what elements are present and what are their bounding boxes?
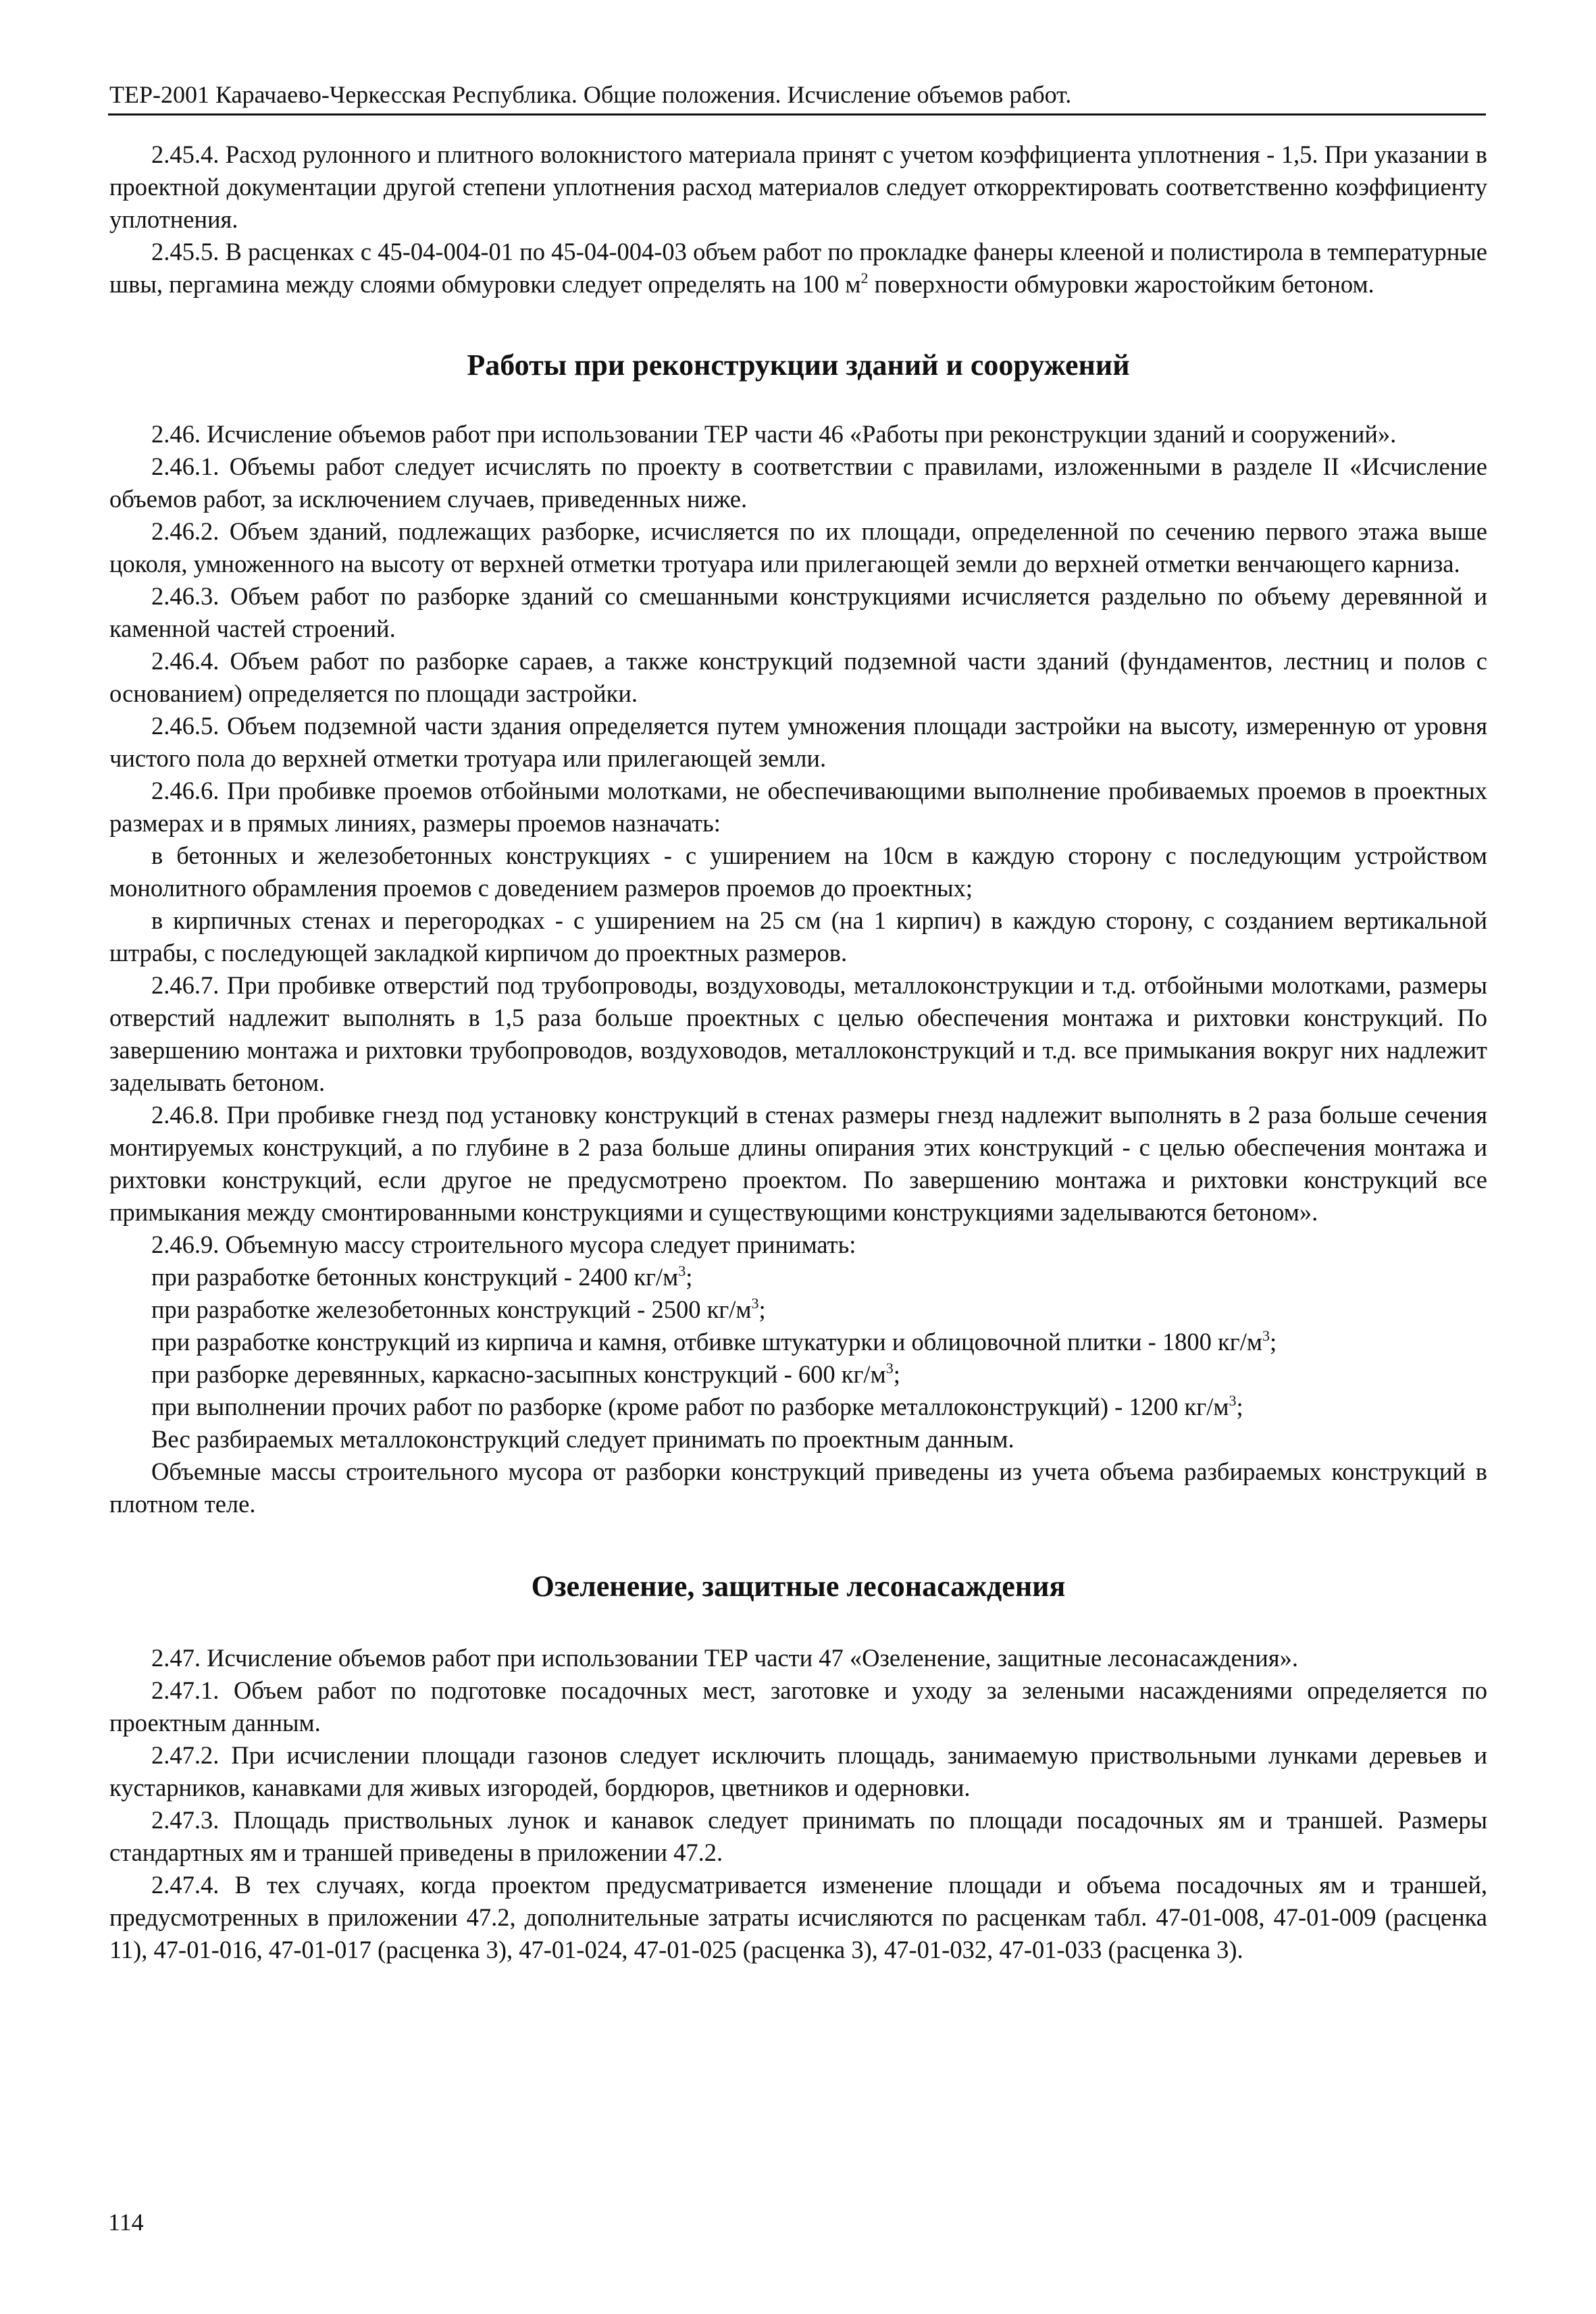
page-number: 114 (108, 2209, 144, 2236)
paragraph-metal-weight: Вес разбираемых металлоконструкций следует принимать по проектным данным. (151, 1425, 1014, 1453)
paragraph-2-47-3: 2.47.3. Площадь приствольных лунок и канавок следует принимать по площади посадочных ям и траншей. Размеры стандартных ям и траншей приведены в приложении 47.2. (109, 1806, 1487, 1866)
paragraph-2-46-6: 2.46.6. При пробивке проемов отбойными молотками, не обеспечивающими выполнение пробиваемых проемов в проектных размерах и в прямых линиях, размеры проемов назначать: (109, 777, 1487, 837)
mass-item-other-works: при выполнении прочих работ по разборке (кроме работ по разборке металлоконструкций) - 1200 $кг/м^3$; (151, 1392, 1243, 1420)
mass-item-concrete: при разработке бетонных конструкций - 2400 $кг/м^3$; (151, 1262, 693, 1291)
header-rule (108, 113, 1486, 115)
paragraph-2-46-1: 2.46.1. Объемы работ следует исчислять по проекту в соответствии с правилами, изложенными в разделе II «Исчисление объемов работ, за исключением случаев, приведенных ниже. (109, 453, 1487, 513)
paragraph-2-46-4: 2.46.4. Объем работ по разборке сараев, а также конструкций подземной части зданий (фундаментов, лестниц и полов с основанием) определяется по площади застройки. (109, 647, 1487, 707)
paragraph-2-46: 2.46. Исчисление объемов работ при использовании ТЕР части 46 «Работы при реконструкции зданий и сооружений». (151, 420, 1397, 448)
paragraph-2-47-4: 2.47.4. В тех случаях, когда проектом предусматривается изменение площади и объема посадочных ям и траншей, предусмотренных в приложении 47.2, дополнительные затраты исчисляются по расценкам табл. 47-01-008, 47-01-009 (расценка 11), 47-01-016, 47-01-017 (расценка 3), 47-01-024, 47-01-025 (расценка 3), 47-01-032, 47-01-033 (расценка 3). (109, 1871, 1487, 1963)
running-header: ТЕР-2001 Карачаево-Черкесская Республика. Общие положения. Исчисление объемов работ. (109, 81, 1072, 108)
paragraph-2-46-9: 2.46.9. Объемную массу строительного мусора следует принимать: (151, 1231, 856, 1258)
paragraph-brick-openings: в кирпичных стенах и перегородках - с уширением на 25 см (на 1 кирпич) в каждую сторону, с созданием вертикальной штрабы, с последующей закладкой кирпичом до проектных размеров. (109, 906, 1487, 967)
paragraph-2-45-4: 2.45.4. Расход рулонного и плитного волокнистого материала принят с учетом коэффициента уплотнения - 1,5. При указании в проектной документации другой степени уплотнения расход материалов следует откорректировать соответственно коэффициенту уплотнения. (109, 140, 1487, 233)
paragraph-2-47-2: 2.47.2. При исчислении площади газонов следует исключить площадь, занимаемую приствольными лунками деревьев и кустарников, канавками для живых изгородей, бордюров, цветников и одерновки. (109, 1741, 1487, 1801)
mass-item-wooden: при разборке деревянных, каркасно-засыпных конструкций - 600 $кг/м^3$; (151, 1360, 900, 1388)
section-title-reconstruction: Работы при реконструкции зданий и сооружений (467, 349, 1130, 382)
paragraph-2-45-5: 2.45.5. В расценках с 45-04-004-01 по 45-04-004-03 объем работ по прокладке фанеры клееной и полистирола в температурные швы, пергамина между слоями обмуровки следует определять на 100 $м^2$ поверхности обмуровки жаростойким бетоном. (109, 238, 1487, 298)
paragraph-2-46-7: 2.46.7. При пробивке отверстий под трубопроводы, воздуховоды, металлоконструкции и т.д. отбойными молотками, размеры отверстий надлежит выполнять в 1,5 раза больше проектных с целью обеспечения монтажа и рихтовки конструкций. По завершению монтажа и рихтовки трубопроводов, воздуховодов, металлоконструкций и т.д. все примыкания вокруг них надлежит заделывать бетоном. (109, 971, 1487, 1096)
paragraph-concrete-openings: в бетонных и железобетонных конструкциях - с уширением на 10см в каждую сторону с последующим устройством монолитного обрамления проемов с доведением размеров проемов до проектных; (109, 842, 1487, 902)
paragraph-2-46-2: 2.46.2. Объем зданий, подлежащих разборке, исчисляется по их площади, определенной по сечению первого этажа выше цоколя, умноженного на высоту от верхней отметки тротуара или прилегающей земли до верхней отметки венчающего карниза. (109, 517, 1487, 577)
paragraph-debris-mass: Объемные массы строительного мусора от разборки конструкций приведены из учета объема разбираемых конструкций в плотном теле. (109, 1458, 1487, 1518)
mass-item-reinforced-concrete: при разработке железобетонных конструкций - 2500 $кг/м^3$; (151, 1295, 766, 1323)
body-text (109, 138, 1487, 1966)
paragraph-2-46-5: 2.46.5. Объем подземной части здания определяется путем умножения площади застройки на высоту, измеренную от уровня чистого пола до верхней отметки тротуара или прилегающей земли. (109, 712, 1487, 772)
mass-item-brick-stone: при разработке конструкций из кирпича и камня, отбивке штукатурки и облицовочной плитки - 1800 $кг/м^3$; (151, 1327, 1277, 1356)
section-title-landscaping: Озеленение, защитные лесонасаждения (531, 1570, 1066, 1603)
paragraph-2-46-3: 2.46.3. Объем работ по разборке зданий со смешанными конструкциями исчисляется раздельно по объему деревянной и каменной частей строений. (109, 582, 1487, 642)
paragraph-2-47: 2.47. Исчисление объемов работ при использовании ТЕР части 47 «Озеленение, защитные лесонасаждения». (151, 1644, 1298, 1672)
paragraph-2-46-8: 2.46.8. При пробивке гнезд под установку конструкций в стенах размеры гнезд надлежит выполнять в 2 раза больше сечения монтируемых конструкций, а по глубине в 2 раза больше длины опирания этих конструкций - с целью обеспечения монтажа и рихтовки конструкций, если другое не предусмотрено проектом. По завершению монтажа и рихтовки конструкций все примыкания между смонтированными конструкциями и существующими конструкциями заделываются бетоном». (109, 1101, 1487, 1226)
paragraph-2-47-1: 2.47.1. Объем работ по подготовке посадочных мест, заготовке и уходу за зелеными насаждениями определяется по проектным данным. (109, 1676, 1487, 1737)
